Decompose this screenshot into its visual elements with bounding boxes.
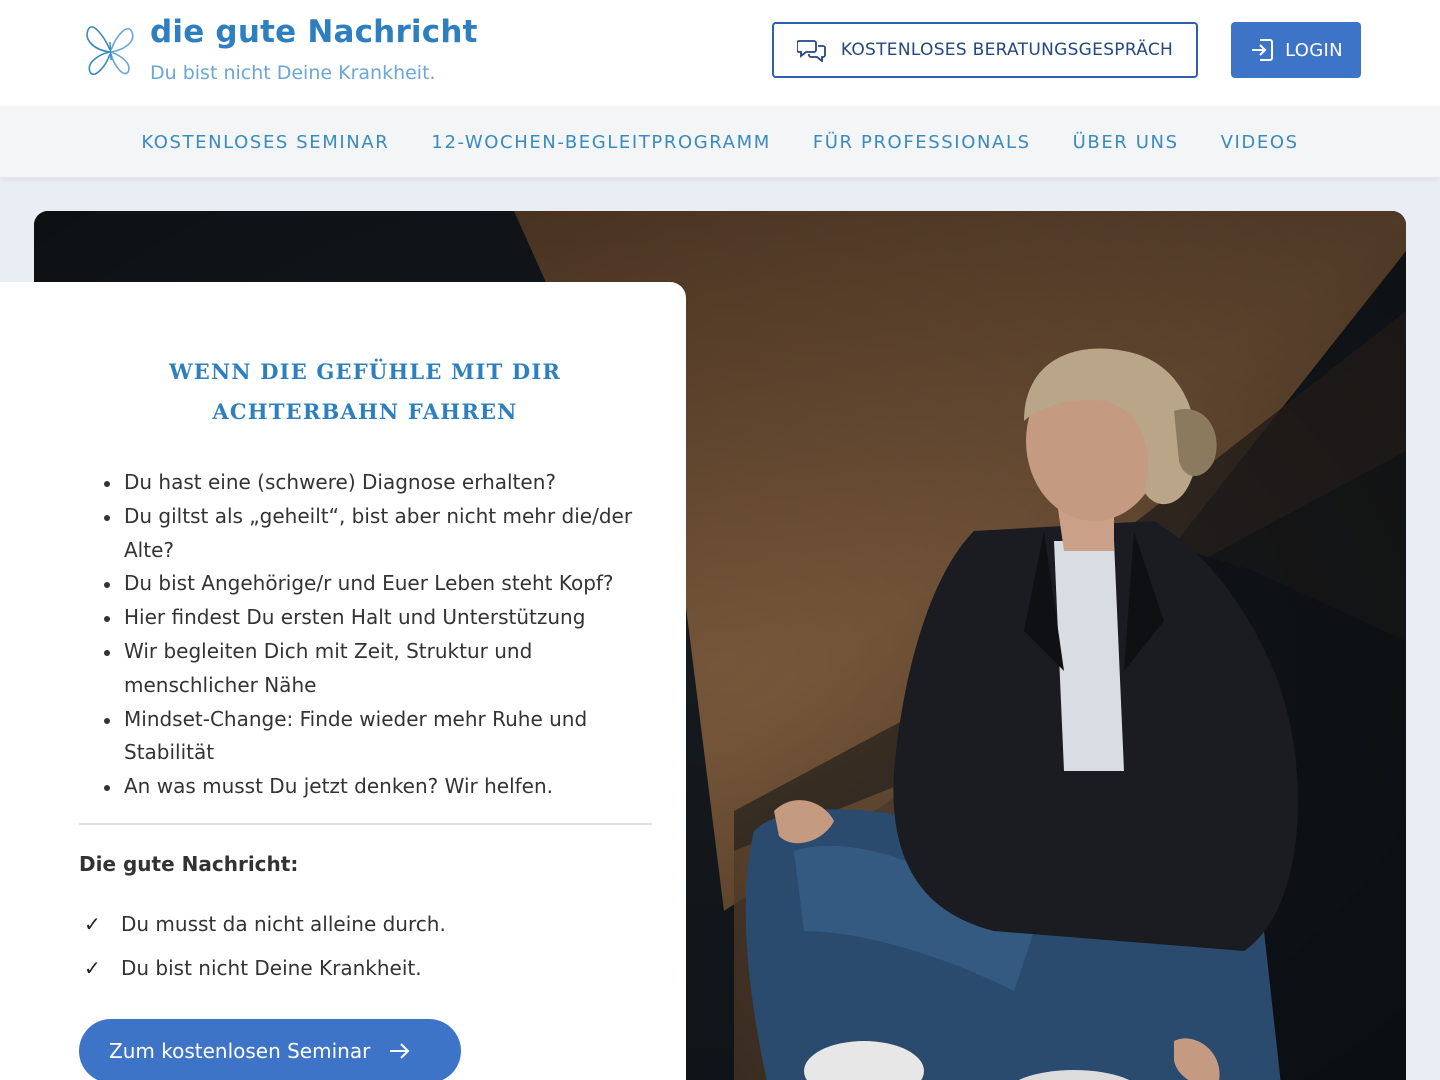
hero-content-card — [0, 282, 686, 1080]
good-news-title: Die gute Nachricht: — [79, 852, 299, 876]
chat-bubbles-icon — [797, 38, 827, 62]
check-list-item — [84, 946, 446, 990]
butterfly-icon[interactable] — [80, 14, 140, 78]
nav-item-for-professionals[interactable]: FÜR PROFESSIONALS — [812, 131, 1031, 153]
nav-item-12-week-program[interactable]: 12-WOCHEN-BEGLEITPROGRAMM — [431, 131, 771, 153]
list-item: Du hast eine (schwere) Diagnose erhalten? — [104, 466, 649, 500]
brand-title[interactable]: die gute Nachricht — [150, 14, 478, 50]
site-header — [0, 0, 1440, 106]
free-seminar-cta-button[interactable] — [79, 1019, 461, 1080]
nav-item-videos[interactable]: VIDEOS — [1220, 131, 1299, 153]
nav-item-free-seminar[interactable]: KOSTENLOSES SEMINAR — [141, 131, 390, 153]
check-list-item — [84, 902, 446, 946]
list-item: Du giltst als „geheilt“, bist aber nicht mehr die/der Alte? — [104, 500, 649, 568]
list-item: Du bist Angehörige/r und Euer Leben steht Kopf? — [104, 567, 649, 601]
list-item: Mindset-Change: Finde wieder mehr Ruhe und Stabilität — [104, 703, 649, 771]
good-news-checklist — [84, 902, 446, 990]
list-item: An was musst Du jetzt denken? Wir helfen. — [104, 770, 649, 804]
divider — [79, 823, 652, 825]
cta-label: Zum kostenlosen Seminar — [109, 1039, 371, 1063]
check-text: Du musst da nicht alleine durch. — [121, 912, 446, 936]
consultation-button-label: KOSTENLOSES BERATUNGSGESPRÄCH — [840, 40, 1174, 60]
arrow-right-icon — [388, 1041, 412, 1061]
list-item: Hier findest Du ersten Halt und Unterstützung — [104, 601, 649, 635]
brand-subtitle: Du bist nicht Deine Krankheit. — [150, 62, 436, 84]
login-button-label: LOGIN — [1285, 39, 1343, 61]
login-button[interactable] — [1231, 22, 1361, 78]
check-icon: ✓ — [84, 956, 101, 980]
check-icon: ✓ — [84, 912, 101, 936]
nav-item-about-us[interactable]: ÜBER UNS — [1072, 131, 1179, 153]
list-item: Wir begleiten Dich mit Zeit, Struktur und menschlicher Nähe — [104, 635, 649, 703]
login-arrow-icon — [1249, 37, 1275, 63]
main-navigation — [0, 106, 1440, 178]
consultation-button[interactable] — [772, 22, 1198, 78]
check-text: Du bist nicht Deine Krankheit. — [121, 956, 422, 980]
hero-heading: WENN DIE GEFÜHLE MIT DIR ACHTERBAHN FAHREN — [168, 359, 562, 424]
hero-bullet-list — [104, 466, 649, 804]
